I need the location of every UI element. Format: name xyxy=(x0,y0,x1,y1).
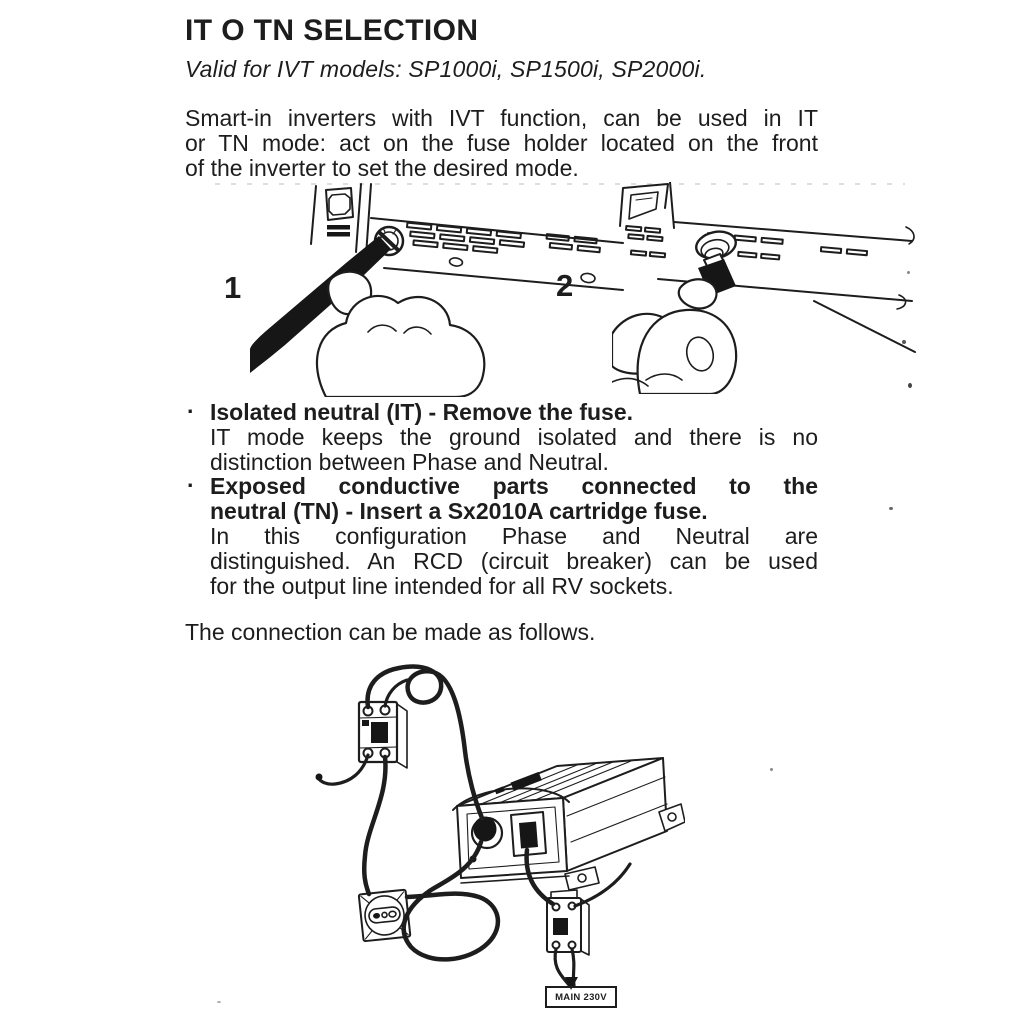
connection-diagram xyxy=(315,656,685,1022)
figure-1-number: 1 xyxy=(224,270,242,305)
output-plug xyxy=(474,817,497,842)
breaker-switch xyxy=(553,918,568,935)
text-line: IT mode keeps the ground isolated and there is no xyxy=(210,423,818,450)
page-title: IT O TN SELECTION xyxy=(185,14,479,47)
text-line: Smart-in inverters with IVT function, can be used in IT xyxy=(185,105,818,131)
breaker-switch xyxy=(371,722,388,743)
page-subtitle: Valid for IVT models: SP1000i, SP1500i, SP2000i. xyxy=(185,56,707,82)
connection-paragraph: The connection can be made as follows. xyxy=(185,619,596,645)
scan-speck xyxy=(217,1001,221,1003)
hand xyxy=(317,272,484,397)
text-line: or TN mode: act on the fuse holder located on the front xyxy=(185,130,818,156)
bullet-item xyxy=(185,474,818,598)
bullet-marker: · xyxy=(187,398,195,424)
figure-2-illustration xyxy=(612,182,920,394)
scan-speck xyxy=(907,271,910,274)
bullet-heading: Isolated neutral (IT) - Remove the fuse. xyxy=(210,399,634,425)
text-line: In this configuration Phase and Neutral are xyxy=(210,522,818,549)
scan-speck xyxy=(908,383,912,388)
bullet-marker: · xyxy=(187,472,195,499)
text-line: distinguished. An RCD (circuit breaker) can be used xyxy=(210,547,818,574)
bullet-list xyxy=(185,400,818,598)
text-line: distinction between Phase and Neutral. xyxy=(210,448,609,475)
text-line: of the inverter to set the desired mode. xyxy=(185,155,579,181)
bullet-item xyxy=(185,400,818,474)
bullet-heading: neutral (TN) - Insert a Sx2010A cartridge fuse. xyxy=(210,498,708,525)
scan-speck xyxy=(902,340,906,344)
scan-speck xyxy=(889,507,893,510)
main-230v-label: MAIN 230V xyxy=(545,986,617,1008)
ventilation-slats xyxy=(624,226,868,275)
ventilation-slats xyxy=(405,221,600,263)
bullet-heading: Exposed conductive parts connected to the xyxy=(210,473,818,500)
fingers xyxy=(612,279,736,394)
scan-speck xyxy=(770,768,773,771)
intro-paragraph xyxy=(185,106,818,181)
input-plug xyxy=(519,822,538,849)
figure-2-number: 2 xyxy=(556,268,574,303)
text-line: for the output line intended for all RV sockets. xyxy=(210,572,674,599)
inverter xyxy=(453,758,685,890)
